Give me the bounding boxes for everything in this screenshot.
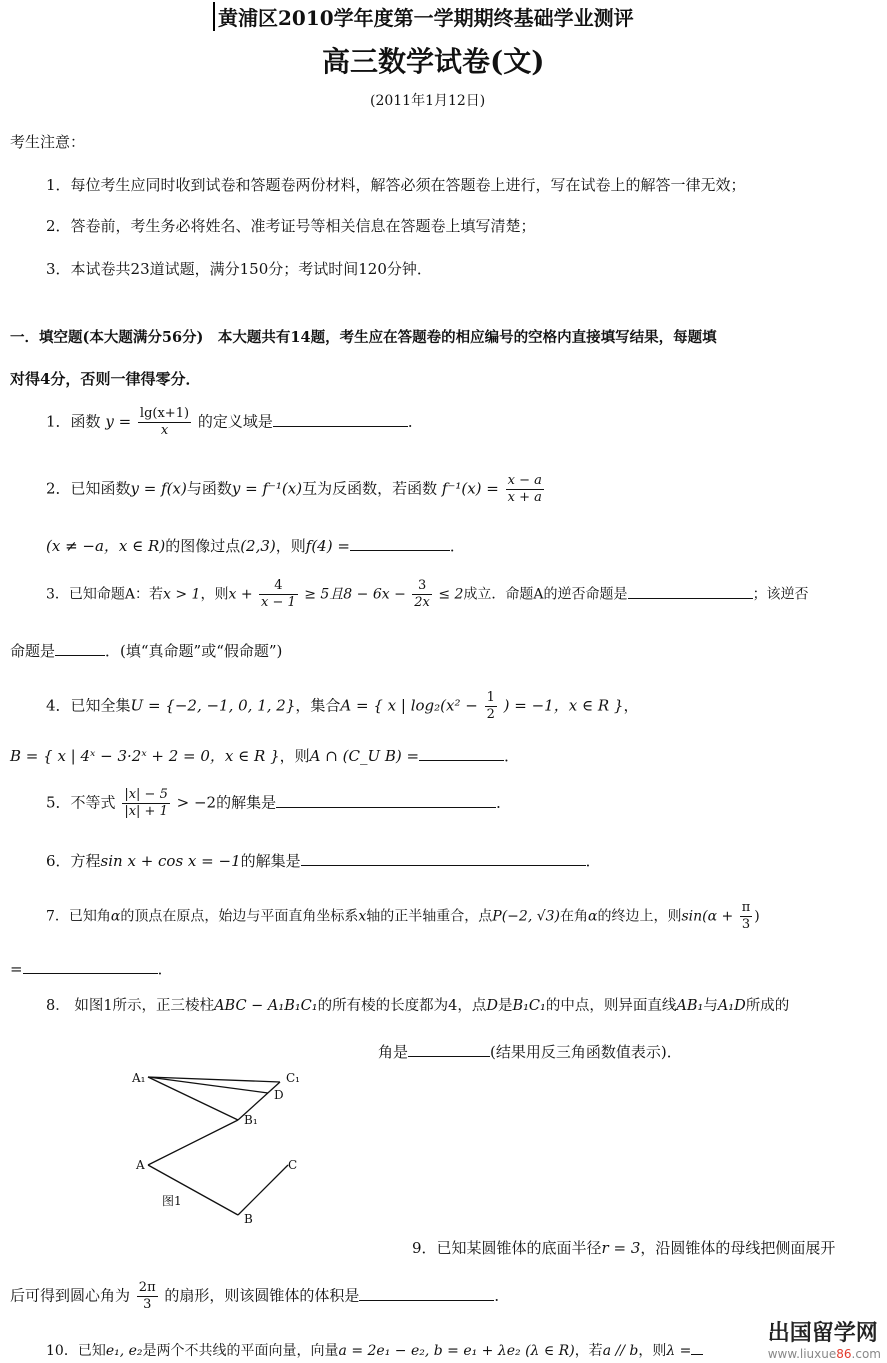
- q10-prefix: 10．已知: [46, 1343, 106, 1359]
- q3-text: 成立．命题A的逆否命题是: [463, 586, 628, 603]
- q4-text2: ，: [623, 696, 639, 715]
- question-8-line2: [378, 1041, 682, 1062]
- q7-text2: 的顶点在原点，始边与平面直角坐标系: [120, 908, 359, 925]
- q8-line1: AB₁: [676, 998, 704, 1014]
- q2-inverse: y = f⁻¹(x): [231, 479, 303, 498]
- q10-vectors: e₁, e₂: [105, 1343, 143, 1359]
- watermark-url: [768, 1347, 881, 1361]
- q1-suffix: 的定义域是: [197, 412, 273, 431]
- q5-answer-blank: [276, 793, 496, 808]
- q10-text1: 是两个不共线的平面向量，向量: [142, 1343, 339, 1359]
- q1-end: ．: [407, 412, 423, 431]
- notice-item-3: 3．本试卷共23道试题，满分150分；考试时间120分钟．: [46, 260, 432, 278]
- q3-den2: 2x: [414, 595, 430, 610]
- q8-line2: A₁D: [717, 998, 746, 1014]
- section1-heading-line2: 对得4分，否则一律得零分．: [10, 370, 201, 388]
- question-5: [46, 787, 511, 820]
- figure-1-prism: [120, 1060, 350, 1230]
- label-A: A: [136, 1158, 145, 1172]
- q2-func: y = f(x): [130, 479, 187, 498]
- q10-text2: ，若: [574, 1343, 603, 1359]
- q8-segment: B₁C₁: [512, 998, 546, 1014]
- question-4-line2: [10, 745, 519, 766]
- q8-line2-suffix: (结果用反三角函数值表示)．: [490, 1043, 682, 1061]
- q1-prefix: 1．函数: [46, 412, 101, 431]
- q9-text2: ，沿圆锥体的母线把侧面展开: [640, 1239, 836, 1257]
- q4-setA-part1: A = { x | log₂(x² −: [340, 696, 478, 715]
- q3-line2-prefix: 命题是: [10, 642, 56, 660]
- question-10: [46, 1340, 703, 1360]
- q5-prefix: 5．不等式: [46, 793, 116, 812]
- q1-denominator: x: [160, 423, 169, 438]
- q8-text3: 是: [497, 998, 513, 1014]
- figure-caption: 图1: [162, 1194, 182, 1208]
- q10-lambda: λ =: [666, 1343, 692, 1359]
- q8-answer-blank: [408, 1042, 490, 1057]
- q7-sin: sin(α +: [681, 908, 734, 925]
- q7-text1: 7．已知角: [46, 908, 111, 925]
- q8-text1: 8． 如图1所示，正三棱柱: [46, 998, 215, 1014]
- q4-setB: B = { x | 4ˣ − 3·2ˣ + 2 = 0，x ∈ R }: [10, 747, 280, 765]
- q7-equals: =: [10, 960, 23, 978]
- q7-num: π: [741, 900, 751, 915]
- q7-text5: 的终边上，则: [597, 908, 682, 925]
- q4-prefix: 4．已知全集: [46, 696, 131, 715]
- q5-denominator: |x| + 1: [124, 804, 168, 819]
- q2-denominator: x + a: [507, 490, 542, 505]
- q9-line2-prefix: 后可得到圆心角为: [10, 1286, 131, 1305]
- question-9-line2: [10, 1280, 509, 1313]
- label-A1: A₁: [132, 1071, 146, 1085]
- q7-end: ．: [157, 960, 173, 978]
- q1-lhs: y =: [105, 412, 132, 431]
- q5-fraction: [122, 787, 170, 820]
- q2-f4: f(4) =: [305, 537, 350, 555]
- q3-cond: x > 1: [163, 586, 201, 603]
- q3-answer-blank1: [628, 584, 753, 599]
- q4-fraction: [485, 690, 497, 723]
- q6-end: ．: [585, 852, 601, 870]
- q7-text4: 在角: [560, 908, 589, 925]
- q2-inverse-def: f⁻¹(x) =: [441, 479, 499, 498]
- q1-numerator: lg(x+1): [139, 406, 190, 421]
- q6-prefix: 6．方程: [46, 852, 101, 870]
- q3-fraction2: [412, 578, 432, 611]
- question-2-line2: [46, 535, 465, 556]
- question-6: [46, 850, 601, 871]
- q3-den1: x − 1: [261, 595, 296, 610]
- exam-title-line1: 黄浦区2010学年度第一学期期终基础学业测评: [213, 2, 634, 31]
- exam-date: (2011年1月12日): [370, 93, 486, 109]
- question-3: [46, 578, 809, 611]
- q4-setA-part2: ) = −1，x ∈ R }: [503, 696, 624, 715]
- q3-line2-suffix: ．(填“真命题”或“假命题”): [105, 642, 283, 660]
- q9-end: ．: [494, 1286, 510, 1305]
- q2-answer-blank: [350, 536, 450, 551]
- question-4: [46, 690, 638, 723]
- q7-alpha: α: [110, 908, 121, 925]
- question-2: [46, 473, 546, 506]
- q8-text4: 的中点，则异面直线: [545, 998, 677, 1014]
- q5-suffix: 的解集是: [216, 793, 277, 812]
- q3-expr2: ≥ 5且8 − 6x −: [304, 586, 406, 603]
- q9-fraction: [137, 1280, 158, 1313]
- section1-heading-line1: 一．填空题(本大题满分56分) 本大题共有14题，考生应在答题卷的相应编号的空格内直接填写结果，每题填: [10, 329, 717, 346]
- q2-text2: ，则: [275, 537, 306, 555]
- q10-answer-blank: [691, 1340, 703, 1355]
- q3-answer-blank2: [55, 641, 105, 656]
- q9-line2-text: 的扇形，则该圆锥体的体积是: [164, 1286, 360, 1305]
- q10-parallel: a // b: [602, 1343, 639, 1359]
- label-B1: B₁: [244, 1113, 258, 1127]
- q2-fraction: [506, 473, 544, 506]
- q4-text1: ，集合: [295, 696, 341, 715]
- q4-den: 2: [486, 707, 495, 722]
- q7-x: x: [358, 908, 367, 925]
- q3-num1: 4: [259, 578, 298, 595]
- q2-prefix: 2．已知函数: [46, 479, 131, 498]
- watermark-name: 出国留学网: [767, 1321, 878, 1346]
- q10-text3: ，则: [638, 1343, 667, 1359]
- site-watermark: [768, 1316, 881, 1361]
- q8-line2-prefix: 角是: [378, 1043, 409, 1061]
- q2-mid2: 互为反函数，若函数: [302, 479, 438, 498]
- q2-text: 的图像过点: [165, 537, 241, 555]
- q5-end: ．: [496, 793, 512, 812]
- question-7: [46, 900, 760, 933]
- q8-text5: 与: [703, 998, 718, 1014]
- q3-text2: ；该逆否: [752, 586, 809, 603]
- q6-answer-blank: [301, 851, 586, 866]
- q4-num: 1: [486, 690, 495, 705]
- q9-den: 3: [143, 1297, 152, 1312]
- q3-expr3: ≤ 2: [438, 586, 464, 603]
- q7-close: ): [754, 908, 760, 925]
- q3-prefix: 3．已知命题A：若: [46, 586, 164, 603]
- q9-num: 2π: [138, 1280, 156, 1295]
- notice-item-1: 1．每位考生应同时收到试卷和答题卷两份材料，解答必须在答题卷上进行，写在试卷上的解答一律无效；: [46, 176, 746, 194]
- notice-item-2: 2．答卷前，考生务必将姓名、准考证号等相关信息在答题卷上填写清楚；: [46, 217, 536, 235]
- q4-end: ．: [504, 747, 520, 765]
- q8-text6: 所成的: [745, 998, 790, 1014]
- q9-radius: r = 3: [601, 1239, 641, 1257]
- q3-num2: 3: [412, 578, 432, 595]
- question-1: [46, 406, 423, 439]
- q2-end: ．: [449, 537, 465, 555]
- q6-suffix: 的解集是: [240, 852, 301, 870]
- q7-text3: 轴的正半轴重合，点: [366, 908, 493, 925]
- question-3-line2: [10, 640, 282, 661]
- notice-heading: 考生注意：: [10, 133, 86, 151]
- q2-numerator: x − a: [507, 473, 542, 488]
- q7-den: 3: [741, 917, 751, 932]
- q2-condition: (x ≠ −a，x ∈ R): [46, 537, 166, 555]
- watermark-url-pre: www.liuxue: [767, 1347, 837, 1361]
- exam-title-line2: 高三数学试卷(文): [322, 45, 545, 78]
- question-7-line2: [10, 958, 173, 979]
- q8-prism: ABC − A₁B₁C₁: [214, 998, 318, 1014]
- q3-expr1: x +: [228, 586, 253, 603]
- segment-AB1: [148, 1120, 238, 1165]
- q2-point: (2,3): [240, 537, 276, 555]
- q3-fraction1: [259, 578, 298, 611]
- q7-answer-blank: [23, 959, 158, 974]
- q4-universal-set: U = {−2, −1, 0, 1, 2}: [130, 696, 296, 715]
- label-C1: C₁: [286, 1071, 300, 1085]
- q1-answer-blank: [273, 412, 408, 427]
- q2-mid: 与函数: [186, 479, 232, 498]
- question-8: [46, 994, 789, 1015]
- q4-answer-blank: [419, 746, 504, 761]
- watermark-url-post: .com: [851, 1347, 881, 1361]
- q10-expr: a = 2e₁ − e₂, b = e₁ + λe₂ (λ ∈ R): [338, 1343, 575, 1359]
- q9-answer-blank: [359, 1286, 494, 1301]
- q5-numerator: |x| − 5: [124, 787, 168, 802]
- label-B: B: [244, 1212, 253, 1226]
- label-D: D: [274, 1088, 284, 1102]
- label-C: C: [288, 1158, 298, 1172]
- watermark-url-num: 86: [836, 1347, 852, 1361]
- q7-fraction: [740, 900, 753, 933]
- q4-expr: A ∩ (C_U B) =: [309, 747, 420, 765]
- q9-text1: 9．已知某圆锥体的底面半径: [412, 1239, 602, 1257]
- q6-equation: sin x + cos x = −1: [100, 852, 241, 870]
- q4-text3: ，则: [279, 747, 310, 765]
- q8-text2: 的所有棱的长度都为4，点: [317, 998, 487, 1014]
- question-9: [412, 1237, 835, 1258]
- q7-alpha2: α: [588, 908, 598, 925]
- q7-point: P(−2, √3): [492, 908, 561, 925]
- q3-then: ，则: [200, 586, 229, 603]
- edge-BC: [238, 1165, 288, 1215]
- q1-fraction: [138, 406, 191, 439]
- q5-inequality: > −2: [176, 793, 217, 812]
- q8-point-D: D: [486, 998, 498, 1014]
